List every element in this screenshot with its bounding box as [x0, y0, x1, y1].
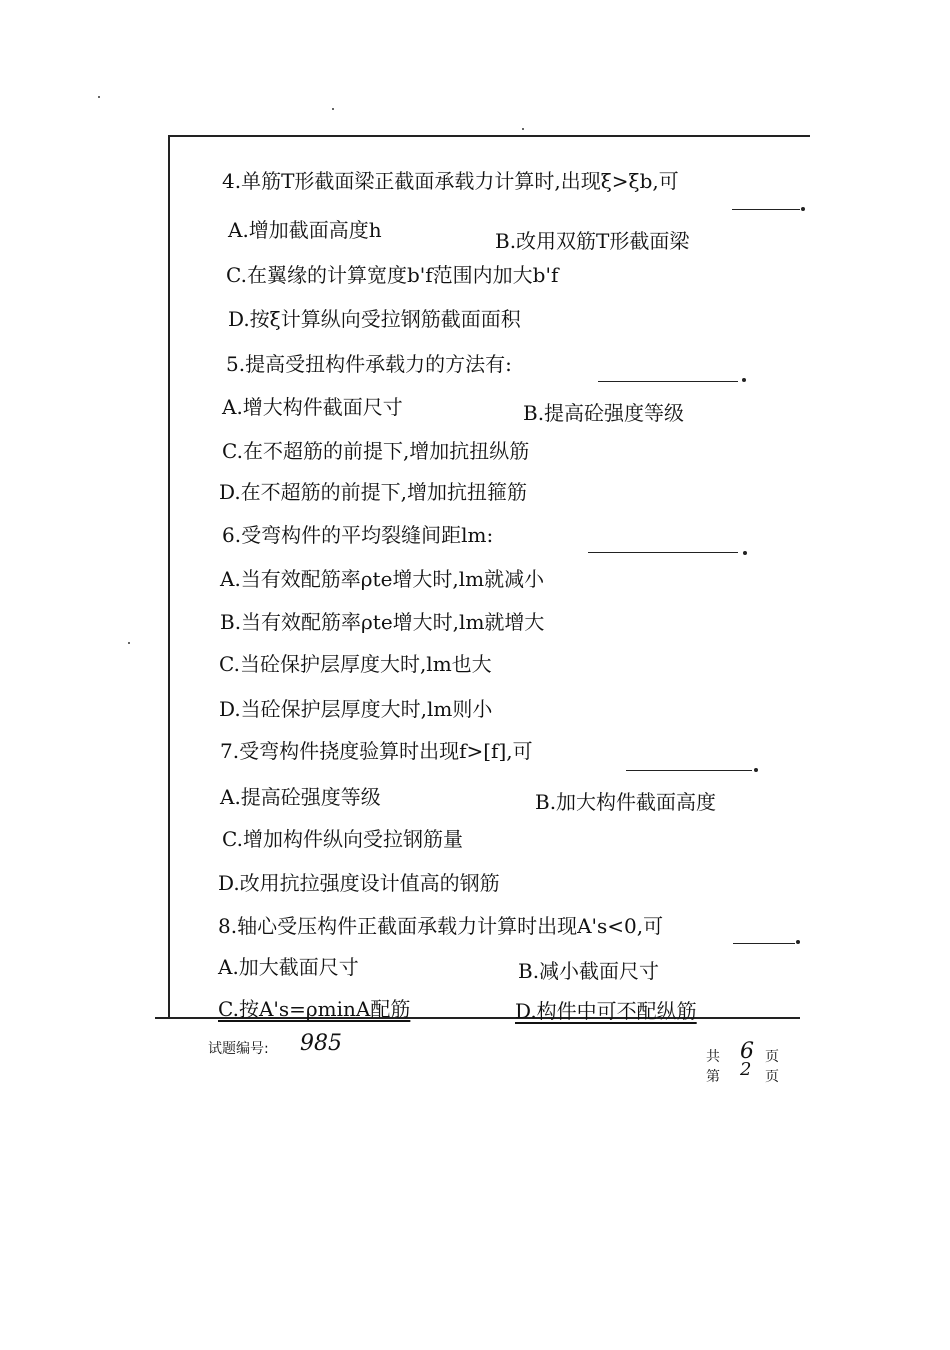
- question-8-option-a: A.加大截面尺寸: [218, 955, 359, 979]
- question-8-option-c: C.按A's=ρminA配筋: [218, 997, 411, 1021]
- question-7-option-a: A.提高砼强度等级: [220, 785, 381, 809]
- period-mark: [796, 940, 800, 944]
- question-4-option-d: D.按ξ计算纵向受拉钢筋截面面积: [228, 307, 521, 331]
- scan-speck: [128, 642, 130, 644]
- question-8-answer-blank: [733, 943, 795, 944]
- question-6-answer-blank: [588, 552, 738, 553]
- period-mark: [801, 207, 805, 211]
- question-5-option-d: D.在不超筋的前提下,增加抗扭箍筋: [219, 480, 528, 504]
- question-4-option-b: B.改用双筋T形截面梁: [495, 229, 690, 253]
- question-7-option-d: D.改用抗拉强度设计值高的钢筋: [218, 871, 500, 895]
- scan-speck: [522, 128, 524, 130]
- question-7-option-c: C.增加构件纵向受拉钢筋量: [222, 827, 463, 851]
- question-6-option-d: D.当砼保护层厚度大时,lm则小: [219, 697, 493, 721]
- question-4-stem: 4.单筋T形截面梁正截面承载力计算时,出现ξ>ξb,可: [222, 169, 679, 193]
- paper-code-value: 985: [300, 1031, 342, 1056]
- current-page-prefix: 第: [706, 1069, 720, 1085]
- period-mark: [743, 551, 747, 555]
- paper-code-label: 试题编号:: [208, 1041, 269, 1057]
- question-4-answer-blank: [732, 209, 800, 210]
- question-5-stem: 5.提高受扭构件承载力的方法有:: [226, 352, 512, 376]
- question-6-stem: 6.受弯构件的平均裂缝间距lm:: [222, 523, 494, 547]
- question-6-option-c: C.当砼保护层厚度大时,lm也大: [219, 652, 492, 676]
- period-mark: [742, 378, 746, 382]
- question-7-stem: 7.受弯构件挠度验算时出现f>[f],可: [220, 739, 533, 763]
- question-5-option-a: A.增大构件截面尺寸: [222, 395, 403, 419]
- question-8-stem: 8.轴心受压构件正截面承载力计算时出现A's<0,可: [218, 914, 664, 938]
- question-4-option-c: C.在翼缘的计算宽度b'f范围内加大b'f: [226, 263, 559, 287]
- question-6-option-a: A.当有效配筋率ρte增大时,lm就减小: [220, 567, 545, 591]
- question-6-option-b: B.当有效配筋率ρte增大时,lm就增大: [220, 610, 545, 634]
- question-7-option-b: B.加大构件截面高度: [535, 790, 717, 814]
- total-pages-prefix: 共: [706, 1049, 720, 1065]
- scan-speck: [332, 108, 334, 110]
- scan-speck: [98, 96, 100, 98]
- question-8-option-d: D.构件中可不配纵筋: [515, 999, 697, 1023]
- period-mark: [754, 768, 758, 772]
- question-7-answer-blank: [626, 770, 752, 771]
- question-5-option-c: C.在不超筋的前提下,增加抗扭纵筋: [222, 439, 530, 463]
- question-4-option-a: A.增加截面高度h: [228, 218, 382, 242]
- total-pages-value: 6: [740, 1039, 754, 1064]
- total-pages-suffix: 页: [765, 1049, 779, 1065]
- question-5-option-b: B.提高砼强度等级: [523, 401, 685, 425]
- current-page-value: 2: [740, 1059, 752, 1080]
- current-page-suffix: 页: [765, 1069, 779, 1085]
- question-5-answer-blank: [598, 381, 738, 382]
- question-8-option-b: B.减小截面尺寸: [518, 959, 660, 983]
